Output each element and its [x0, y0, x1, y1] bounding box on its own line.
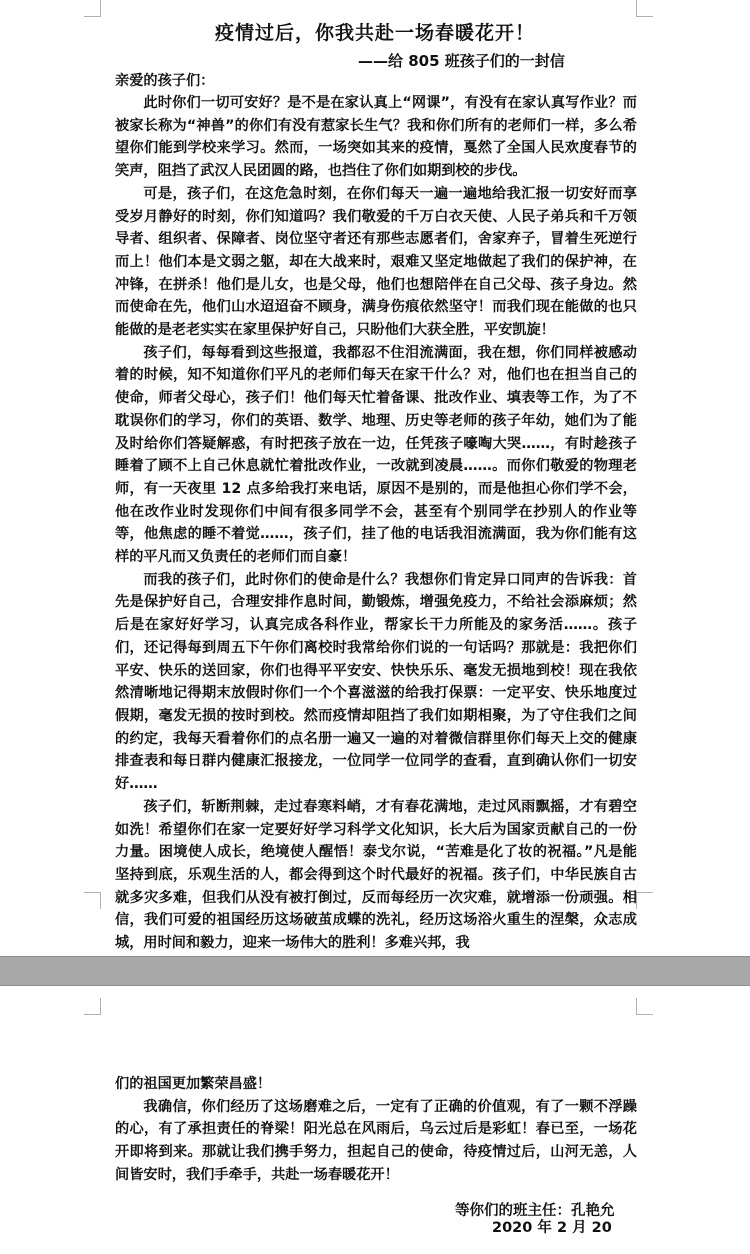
letter-title: 疫情过后，你我共赴一场春暖花开！: [214, 22, 535, 44]
signature: 等你们的班主任：孔艳允: [455, 1203, 615, 1219]
continuation-line: 们的祖国更加繁荣昌盛！: [115, 1076, 272, 1092]
paragraph: 我确信，你们经历了这场磨难之后，一定有了正确的价值观，有了一颗不浮躁的心，有了承担责任的脊梁！阳光总在风雨后，乌云过后是彩虹！春已至，一场花开即将到来。那就让我们携手努力，担起自己的使命，待疫情过后，山河无恙，人间皆安时，我们手牵手，共赴一场春暖花开！: [115, 1098, 637, 1183]
crop-mark: [636, 998, 653, 1015]
letter-body: [115, 92, 637, 955]
letter-body-continued: [115, 1073, 637, 1187]
crop-mark: [636, 892, 653, 909]
paragraph: 而我的孩子们，此时你们的使命是什么？我想你们肯定异口同声的告诉我：首先是保护好自己，合理安排作息时间，勤锻炼，增强免疫力，不给社会添麻烦；然后是在家好好学习，认真完成各科作业，帮家长干力所能及的家务活……。孩子们，还记得每到周五下午你们离校时我常给你们说的一句话吗？那就是：我把你们平安、快乐的送回家，你们也得平平安安、快快乐乐、毫发无损地到校！现在我依然清晰地记得期末放假时你们一个个喜滋滋的给我打保票：一定平安、快乐地度过假期，毫发无损的按时到校。然而疫情却阻挡了我们如期相聚，为了守住我们之间的约定，我每天看着你们的点名册一遍又一遍的对着微信群里你们每天上交的健康排查表和每日群内健康汇报接龙，一位同学一位同学的查看，直到确认你们一切安好……: [115, 571, 637, 793]
crop-mark: [84, 0, 101, 17]
paragraph: 孩子们，每每看到这些报道，我都忍不住泪流满面，我在想，你们同样被感动着的时候，知不知道你们平凡的老师们每天在家干什么？对，他们也在担当自己的使命，师者父母心，孩子们！他们每天忙着备课、批改作业、填表等工作，为了不耽误你们的学习，你们的英语、数学、地理、历史等老师的孩子年幼，她们为了能及时给你们答疑解惑，有时把孩子放在一边，任凭孩子嚎啕大哭……，有时趁孩子睡着了顾不上自己休息就忙着批改作业，一改就到凌晨……。而你们敬爱的物理老师，有一天夜里 12 点多给我打来电话，原因不是别的，而是他担心你们学不会，他在改作业时发现你们中间有很多同学不会，甚至有个别同学在抄别人的作业等等，他焦虑的睡不着觉……，孩子们，挂了他的电话我泪流满面，我为你们能有这样的平凡而又负责任的老师们而自豪！: [115, 344, 637, 566]
paragraph: 可是，孩子们，在这危急时刻，在你们每天一遍一遍地给我汇报一切安好而享受岁月静好的时刻，你们知道吗？我们敬爱的千万白衣天使、人民子弟兵和千万领导者、组织者、保障者、岗位坚守者还有那些志愿者们，舍家弃子，冒着生死逆行而上！他们本是文弱之躯，却在大战来时，艰难又坚定地做起了我们的保护神，在冲锋，在拼杀！他们是儿女，也是父母，他们也想陪伴在自己父母、孩子身边。然而使命在先，他们山水迢迢奋不顾身，满身伤痕依然坚守！而我们现在能做的也只能做的是老老实实在家里保护好自己，只盼他们大获全胜，平安凯旋！: [115, 185, 637, 339]
paragraph: 此时你们一切可安好？是不是在家认真上“网课”，有没有在家认真写作业？而被家长称为“神兽”的你们有没有惹家长生气？我和你们所有的老师们一样，多么希望你们能到学校来学习。然而，一场突如其来的疫情，戛然了全国人民欢度春节的笑声，阻挡了武汉人民团圆的路，也挡住了你们如期到校的步伐。: [115, 95, 637, 180]
letter-date: 2020 年 2 月 20: [492, 1220, 612, 1236]
crop-mark: [636, 0, 653, 17]
paragraph: 孩子们，斩断荆棘，走过春寒料峭，才有春花满地，走过风雨飘摇，才有碧空如洗！希望你们在家一定要好好学习科学文化知识，长大后为国家贡献自己的一份力量。困境使人成长，绝境使人醒悟！泰戈尔说，“苦难是化了妆的祝福。”凡是能坚持到底，乐观生活的人，都会得到这个时代最好的祝福。孩子们，中华民族自古就多灾多难，但我们从没有被打倒过，反而每经历一次灾难，就增添一份顽强。相信，我们可爱的祖国经历这场破茧成蝶的洗礼，经历这场浴火重生的涅槃，众志成城，用时间和毅力，迎来一场伟大的胜利！多难兴邦，我: [115, 798, 637, 952]
page-separator: [0, 956, 750, 986]
crop-mark: [84, 892, 101, 909]
crop-mark: [84, 998, 101, 1015]
letter-subtitle: ——给 805 班孩子们的一封信: [358, 52, 565, 70]
salutation: 亲爱的孩子们：: [115, 73, 215, 89]
